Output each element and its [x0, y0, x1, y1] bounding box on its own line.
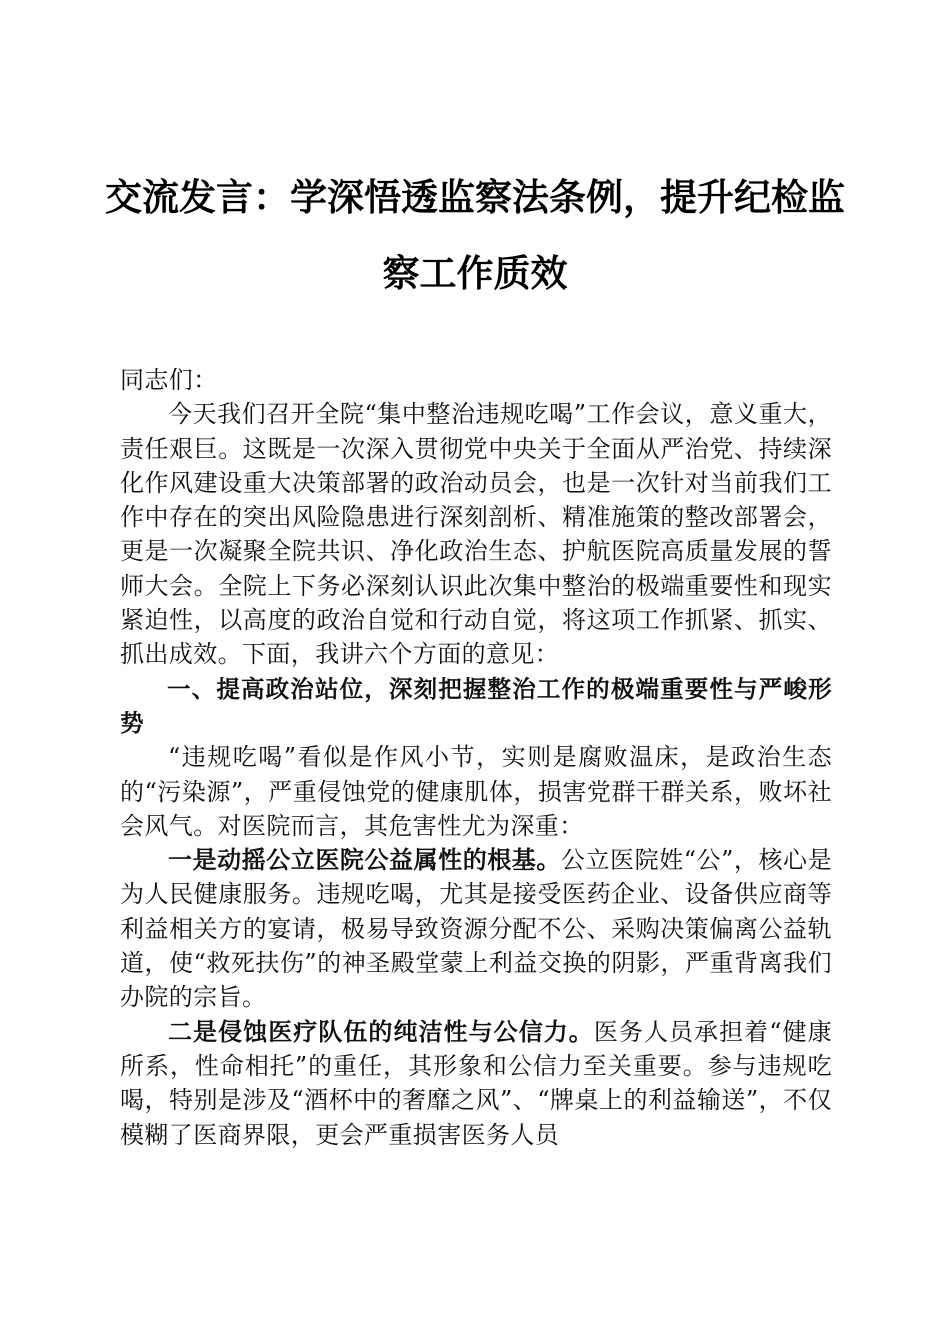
salutation: 同志们： — [120, 366, 218, 394]
point-2-lead: 二是侵蚀医疗队伍的纯洁性与公信力。 — [168, 1017, 594, 1046]
title-line-1: 交流发言：学深悟透监察法条例，提升纪检监 — [105, 176, 845, 219]
point-1-text: 公立医院姓“公”，核心是为人民健康服务。违规吃喝，尤其是接受医药企业、设备供应商等利益相关方的宴请，极易导致资源分配不公、采购决策偏离公益轨道，使“救死扶伤”的神圣殿堂蒙上利益交换的阴影，严重背离我们办院的宗旨。 — [120, 846, 832, 1012]
point-1-paragraph — [120, 843, 832, 1014]
point-2-text: 医务人员承担着“健康所系，性命相托”的重任，其形象和公信力至关重要。参与违规吃喝，特别是涉及“酒杯中的奢靡之风”、“牌桌上的利益输送”，不仅模糊了医商界限，更会严重损害医务人员 — [120, 1017, 832, 1149]
intro-paragraph: 今天我们召开全院“集中整治违规吃喝”工作会议，意义重大，责任艰巨。这既是一次深入贯彻党中央关于全面从严治党、持续深化作风建设重大决策部署的政治动员会，也是一次针对当前我们工作中存在的突出风险隐患进行深刻剖析、精准施策的整改部署会，更是一次凝聚全院共识、净化政治生态、护航医院高质量发展的誓师大会。全院上下务必深刻认识此次集中整治的极端重要性和现实紧迫性，以高度的政治自觉和行动自觉，将这项工作抓紧、抓实、抓出成效。下面，我讲六个方面的意见： — [120, 400, 832, 669]
title-line-2: 察工作质效 — [382, 252, 568, 295]
document-title — [100, 160, 850, 312]
point-1-lead: 一是动摇公立医院公益属性的根基。 — [168, 846, 561, 875]
section-heading-1: 一、提高政治站位，深刻把握整治工作的极端重要性与严峻形势 — [120, 674, 832, 737]
document-body — [120, 363, 832, 1152]
point-2-paragraph — [120, 1015, 832, 1152]
section-1-paragraph: “违规吃喝”看似是作风小节，实则是腐败温床，是政治生态的“污染源”，严重侵蚀党的健康肌体，损害党群干群关系，败坏社会风气。对医院而言，其危害性尤为深重： — [120, 743, 832, 840]
